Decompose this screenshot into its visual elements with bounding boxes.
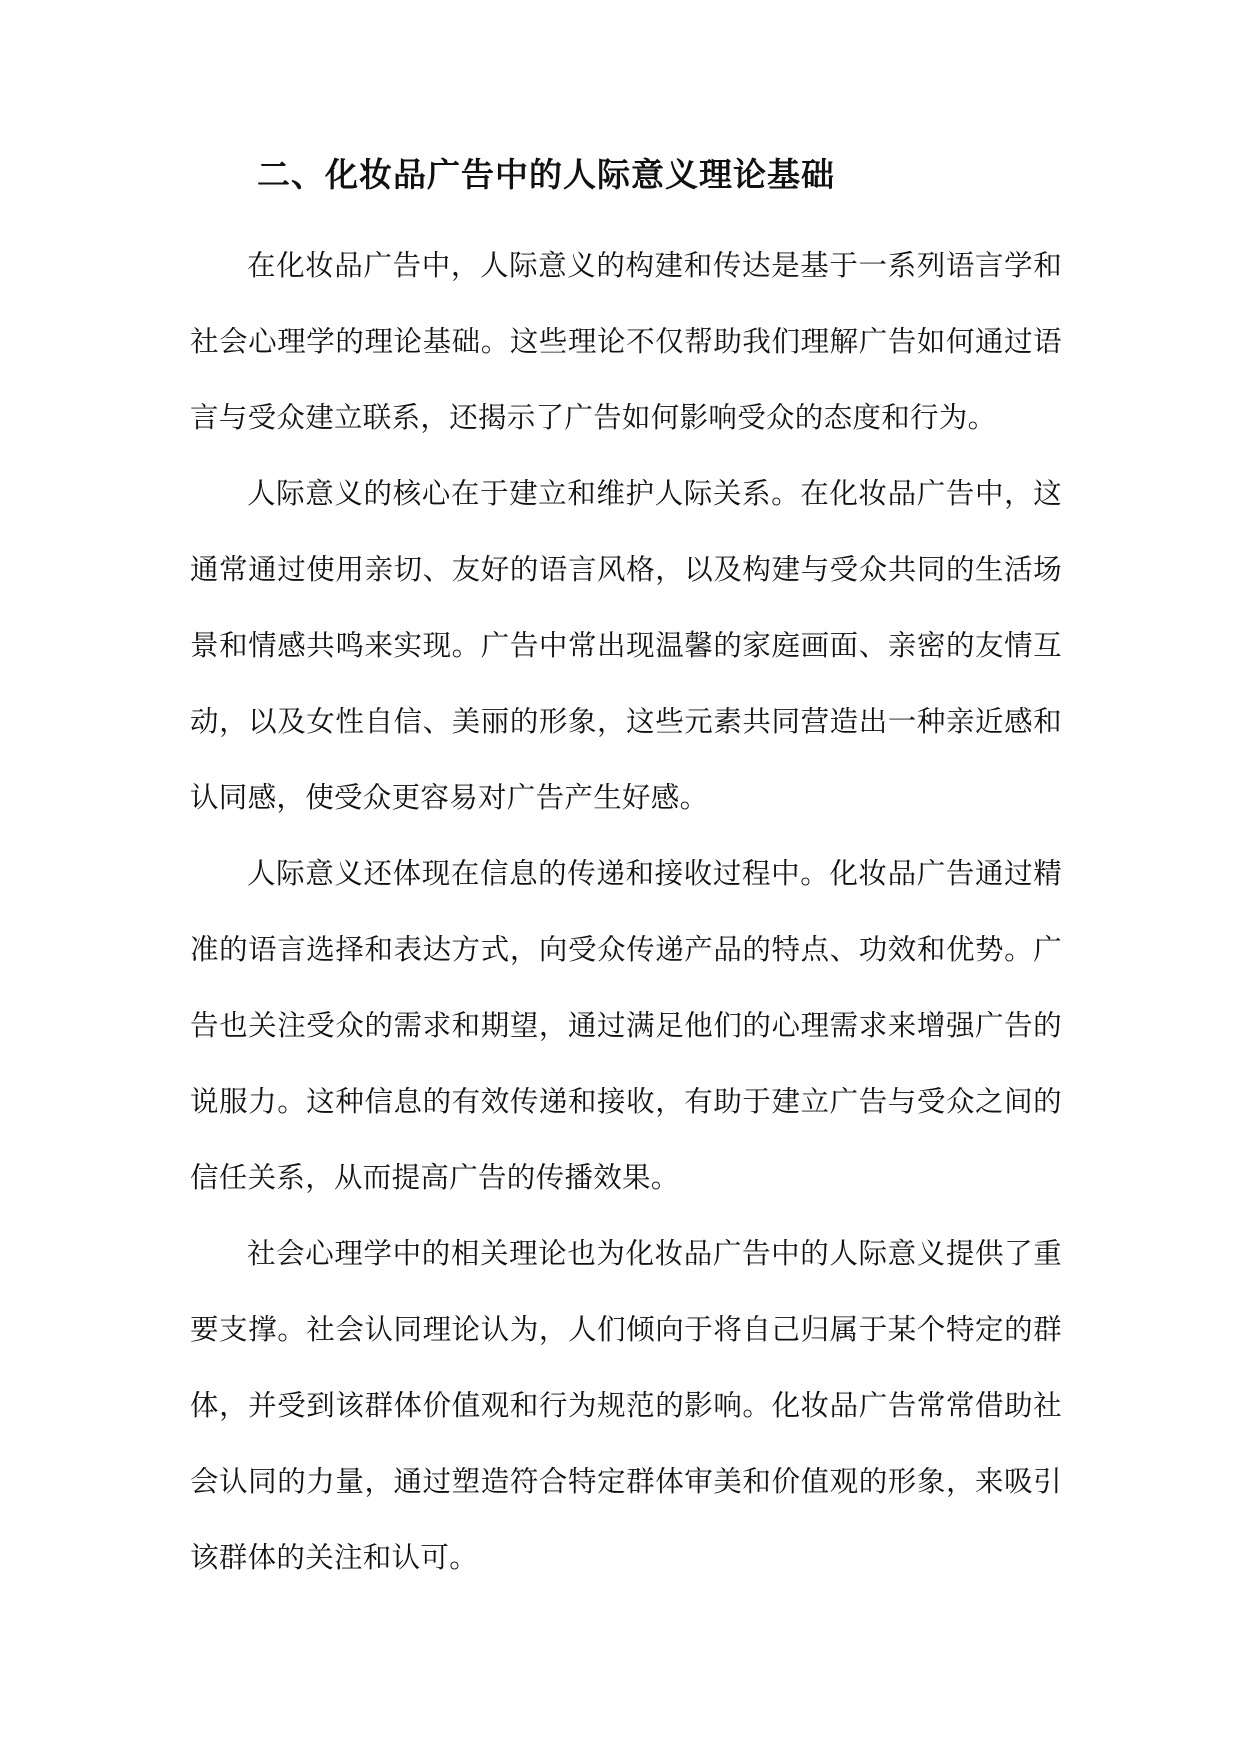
paragraph-1: 在化妆品广告中，人际意义的构建和传达是基于一系列语言学和社会心理学的理论基础。这些理论不仅帮助我们理解广告如何通过语言与受众建立联系，还揭示了广告如何影响受众的态度和行为。 <box>190 249 1062 434</box>
paragraph-4: 社会心理学中的相关理论也为化妆品广告中的人际意义提供了重要支撑。社会认同理论认为，人们倾向于将自己归属于某个特定的群体，并受到该群体价值观和行为规范的影响。化妆品广告常常借助社会认同的力量，通过塑造符合特定群体审美和价值观的形象，来吸引该群体的关注和认可。 <box>190 1237 1062 1574</box>
paragraph-3: 人际意义还体现在信息的传递和接收过程中。化妆品广告通过精准的语言选择和表达方式，向受众传递产品的特点、功效和优势。广告也关注受众的需求和期望，通过满足他们的心理需求来增强广告的说服力。这种信息的有效传递和接收，有助于建立广告与受众之间的信任关系，从而提高广告的传播效果。 <box>190 857 1062 1194</box>
paragraph-2: 人际意义的核心在于建立和维护人际关系。在化妆品广告中，这通常通过使用亲切、友好的语言风格，以及构建与受众共同的生活场景和情感共鸣来实现。广告中常出现温馨的家庭画面、亲密的友情互动，以及女性自信、美丽的形象，这些元素共同营造出一种亲近感和认同感，使受众更容易对广告产生好感。 <box>190 477 1062 814</box>
body-text <box>190 228 1062 1596</box>
section-heading: 二、化妆品广告中的人际意义理论基础 <box>257 155 835 194</box>
